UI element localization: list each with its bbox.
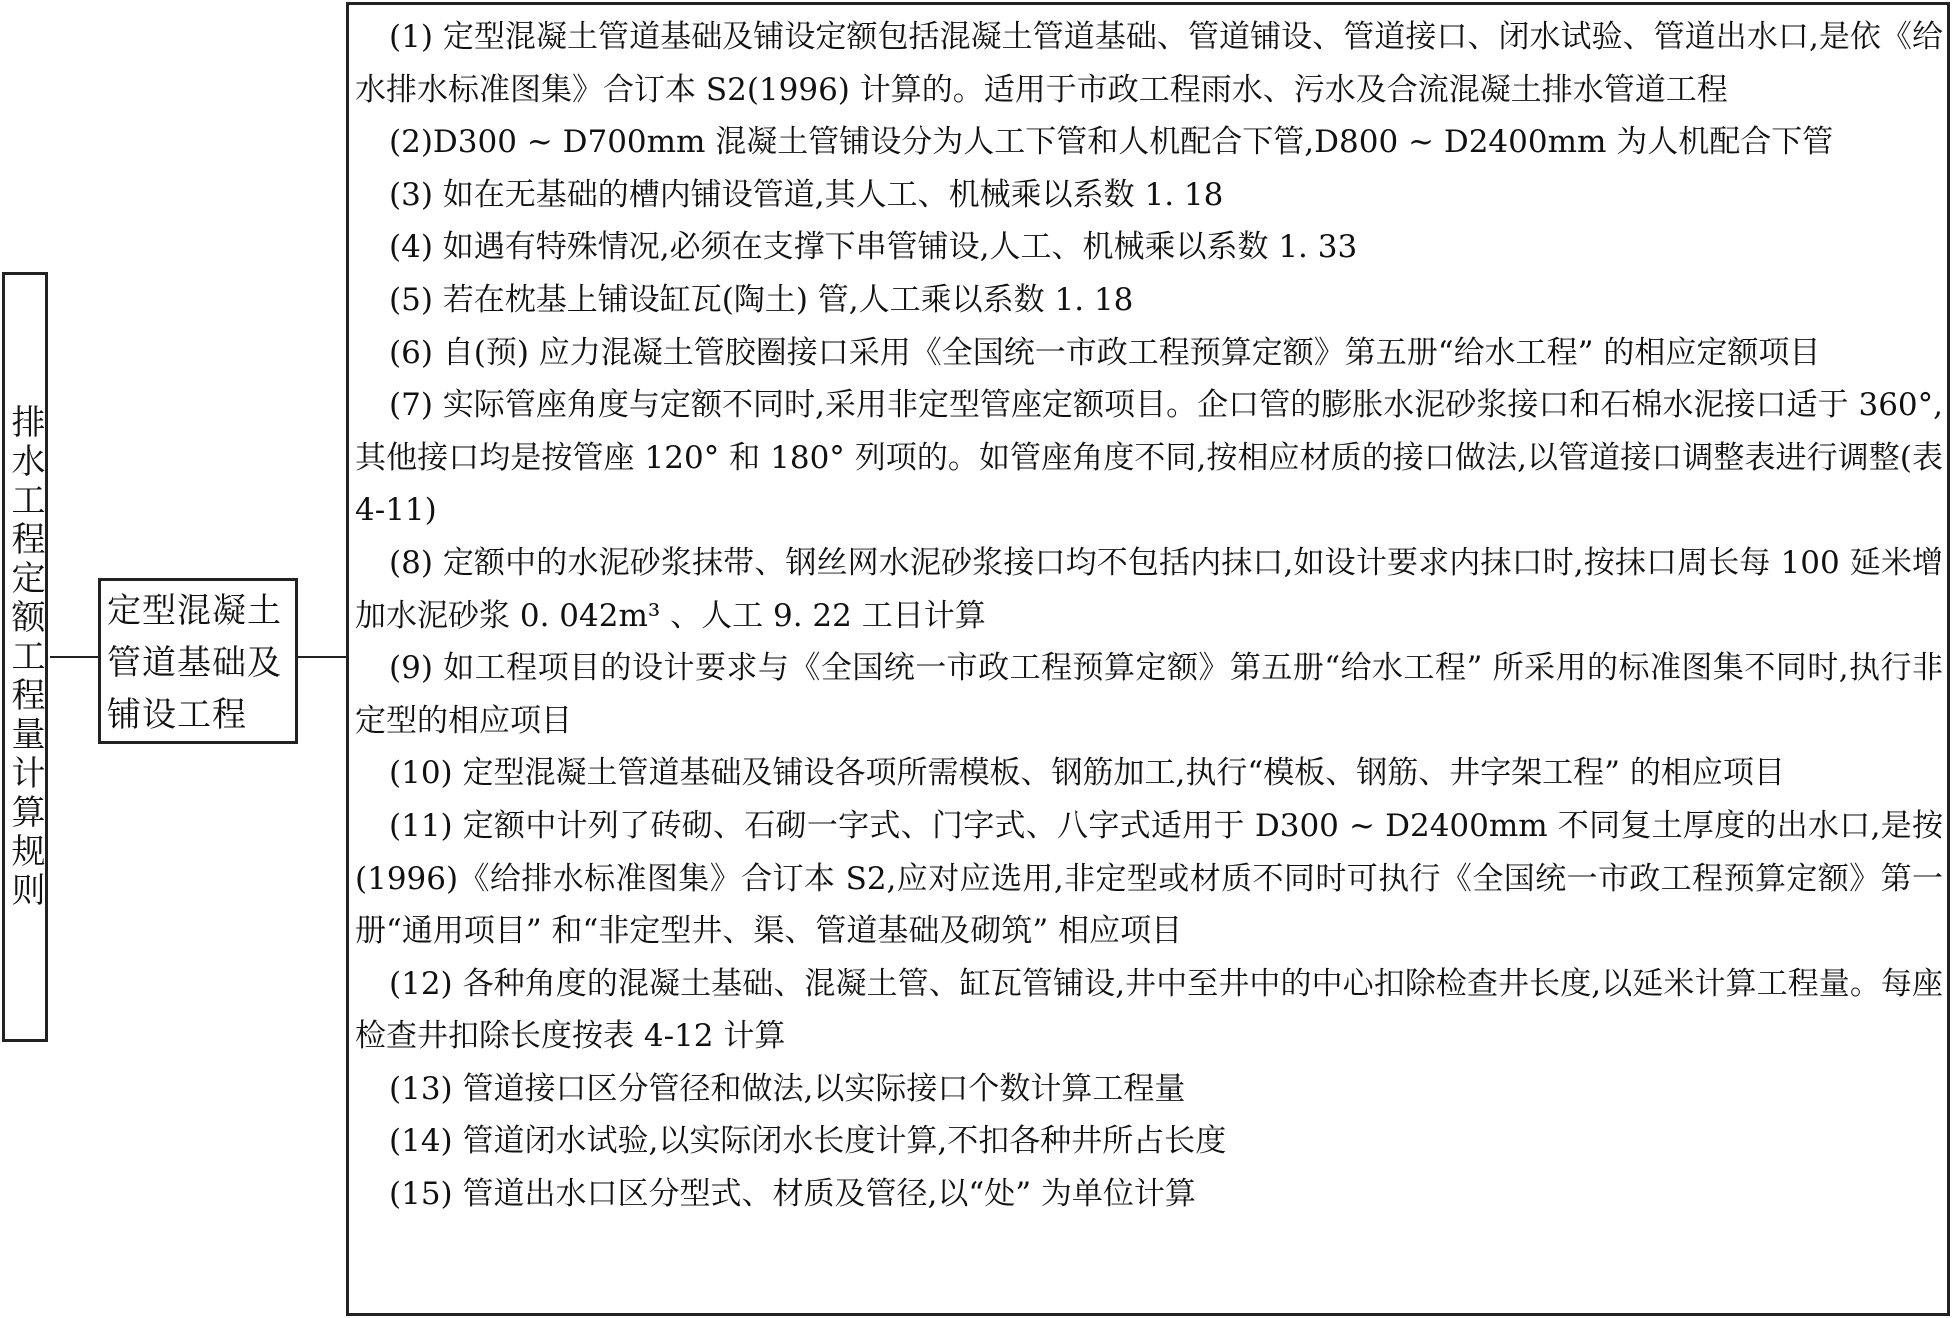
connector-line-section-to-rules [298, 656, 346, 658]
rule-item-8: (8) 定额中的水泥砂浆抹带、钢丝网水泥砂浆接口均不包括内抹口,如设计要求内抹口时,按抹口周长每 100 延米增加水泥砂浆 0. 042m³ 、人工 9. 22 工日计算 [355, 544, 1943, 634]
rule-item-9: (9) 如工程项目的设计要求与《全国统一市政工程预算定额》第五册“给水工程” 所采用的标准图集不同时,执行非定型的相应项目 [355, 650, 1943, 739]
rule-item-14: (14) 管道闭水试验,以实际闭水长度计算,不扣各种井所占长度 [389, 1123, 1227, 1160]
rule-item-6: (6) 自(预) 应力混凝土管胶圈接口采用《全国统一市政工程预算定额》第五册“给水工程” 的相应定额项目 [389, 334, 1821, 371]
rule-item-3: (3) 如在无基础的槽内铺设管道,其人工、机械乘以系数 1. 18 [389, 176, 1224, 213]
rule-item-1: (1) 定型混凝土管道基础及铺设定额包括混凝土管道基础、管道铺设、管道接口、闭水试验、管道出水口,是依《给水排水标准图集》合订本 S2(1996) 计算的。适用于市政工程雨水、污水及合流混凝土排水管道工程 [355, 19, 1943, 108]
rule-item-4: (4) 如遇有特殊情况,必须在支撑下串管铺设,人工、机械乘以系数 1. 33 [389, 229, 1358, 266]
root-title: 排水工程定额工程量计算规则 [5, 403, 45, 911]
root-node [2, 272, 48, 1042]
rule-item-2: (2)D300 ~ D700mm 混凝土管铺设分为人工下管和人机配合下管,D800 ~ D2400mm 为人机配合下管 [389, 124, 1834, 161]
rule-item-11: (11) 定额中计列了砖砌、石砌一字式、门字式、八字式适用于 D300 ~ D2400mm 不同复土厚度的出水口,是按(1996)《给排水标准图集》合订本 S2,应对应选用,非定型或材质不同时可执行《全国统一市政工程预算定额》第一册“通用项目” 和“非定型井、渠、管道基础及砌筑” 相应项目 [355, 807, 1943, 950]
rules-panel [346, 2, 1950, 1316]
rule-item-10: (10) 定型混凝土管道基础及铺设各项所需模板、钢筋加工,执行“模板、钢筋、井字架工程” 的相应项目 [389, 755, 1785, 792]
section-node [98, 578, 298, 744]
section-title: 定型混凝土管道基础及铺设工程 [107, 591, 282, 735]
rule-item-12: (12) 各种角度的混凝土基础、混凝土管、缸瓦管铺设,井中至井中的中心扣除检查井长度,以延米计算工程量。每座检查井扣除长度按表 4-12 计算 [355, 965, 1943, 1055]
rule-item-13: (13) 管道接口区分管径和做法,以实际接口个数计算工程量 [389, 1070, 1186, 1107]
rule-item-5: (5) 若在枕基上铺设缸瓦(陶土) 管,人工乘以系数 1. 18 [389, 281, 1134, 318]
rule-item-7: (7) 实际管座角度与定额不同时,采用非定型管座定额项目。企口管的膨胀水泥砂浆接口和石棉水泥接口适于 360°,其他接口均是按管座 120° 和 180° 列项的。如管座角度不同,按相应材质的接口做法,以管道接口调整表进行调整(表 4-11) [355, 387, 1943, 529]
rule-item-15: (15) 管道出水口区分型式、材质及管径,以“处” 为单位计算 [389, 1176, 1196, 1213]
connector-line-root-to-section [50, 656, 98, 658]
